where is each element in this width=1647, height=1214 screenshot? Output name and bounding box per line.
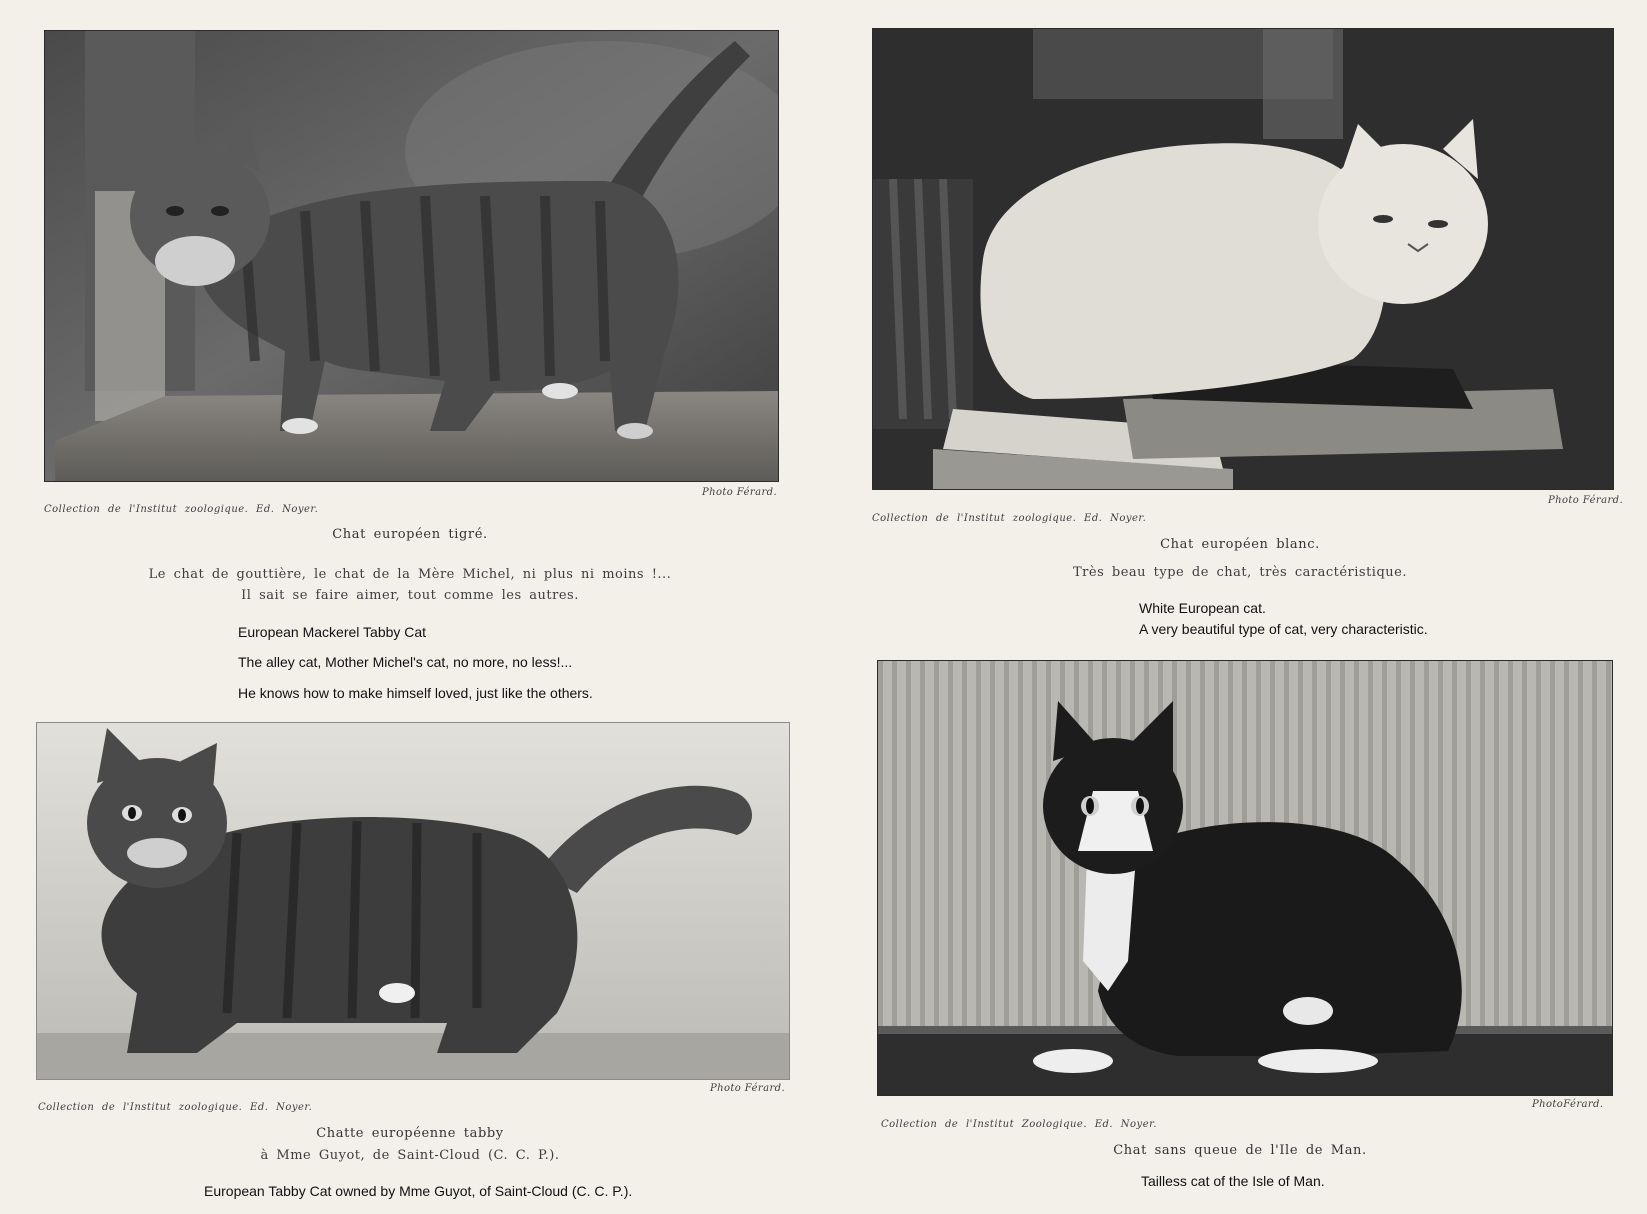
- photo-credit: Photo Férard.: [710, 1083, 786, 1094]
- english-translation-title: European Mackerel Tabby Cat: [238, 624, 427, 640]
- collection-caption: Collection de l'Institut zoologique. Ed. Noyer.: [44, 504, 319, 515]
- french-title: Chat européen blanc.: [1160, 537, 1320, 552]
- french-caption-line: Il sait se faire aimer, tout comme les autres.: [241, 588, 579, 603]
- collection-caption: Collection de l'Institut zoologique. Ed. Noyer.: [38, 1102, 313, 1113]
- tabby-cat-crouching-illustration: [37, 723, 789, 1079]
- photo-credit: Photo Férard.: [702, 487, 778, 498]
- collection-caption: Collection de l'Institut Zoologique. Ed. Noyer.: [881, 1119, 1157, 1130]
- english-translation-line: The alley cat, Mother Michel's cat, no more, no less!...: [238, 654, 573, 670]
- french-title: Chat sans queue de l'Ile de Man.: [1113, 1143, 1367, 1158]
- collection-caption: Collection de l'Institut zoologique. Ed. Noyer.: [872, 513, 1147, 524]
- photo-white-cat-on-books: [872, 28, 1614, 490]
- white-cat-illustration: [873, 29, 1613, 489]
- photo-manx-cat: [877, 660, 1613, 1096]
- french-title: Chatte européenne tabby: [316, 1126, 504, 1141]
- english-translation-line: Tailless cat of the Isle of Man.: [1141, 1173, 1325, 1189]
- french-caption-line: à Mme Guyot, de Saint-Cloud (C. C. P.).: [260, 1148, 560, 1163]
- photo-credit: Photo Férard.: [1548, 495, 1624, 506]
- english-translation-line: He knows how to make himself loved, just like the others.: [238, 685, 593, 701]
- photo-credit: PhotoFérard.: [1532, 1099, 1604, 1110]
- french-title: Chat européen tigré.: [332, 527, 488, 542]
- english-translation-title: White European cat.: [1139, 600, 1266, 616]
- tabby-cat-illustration: [45, 31, 778, 481]
- english-translation-line: A very beautiful type of cat, very characteristic.: [1139, 621, 1428, 637]
- photo-tabby-cat-standing: [44, 30, 779, 482]
- photo-tabby-cat-crouching: [36, 722, 790, 1080]
- french-caption-line: Le chat de gouttière, le chat de la Mère Michel, ni plus ni moins !...: [148, 567, 672, 582]
- french-caption-line: Très beau type de chat, très caractéristique.: [1073, 565, 1407, 580]
- manx-cat-illustration: [878, 661, 1612, 1095]
- english-translation-line: European Tabby Cat owned by Mme Guyot, of Saint-Cloud (C. C. P.).: [204, 1183, 633, 1199]
